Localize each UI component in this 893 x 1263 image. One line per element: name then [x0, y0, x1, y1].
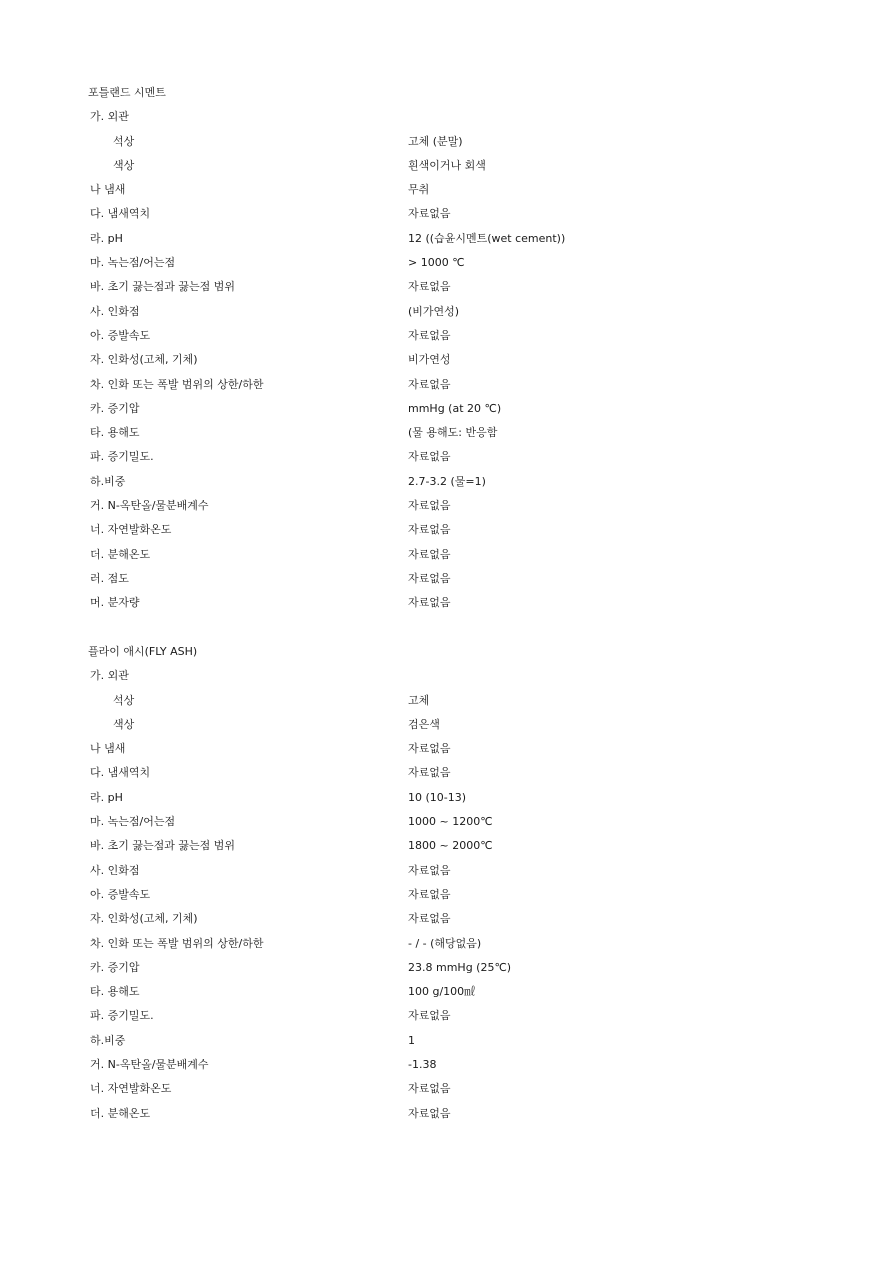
property-value: (비가연성) [408, 304, 460, 318]
property-row [88, 980, 848, 1004]
property-value: 1800 ~ 2000℃ [408, 839, 493, 853]
property-row [88, 178, 848, 202]
property-label: 자. 인화성(고체, 기체) [90, 353, 198, 367]
property-value: 자료없음 [408, 766, 451, 780]
property-value: 자료없음 [408, 547, 451, 561]
property-label: 바. 초기 끓는점과 끓는점 범위 [90, 280, 235, 294]
property-label: 바. 초기 끓는점과 끓는점 범위 [90, 839, 235, 853]
section-title: 포틀랜드 시멘트 [88, 86, 166, 99]
property-value: 2.7-3.2 (물=1) [408, 474, 486, 488]
property-value: 자료없음 [408, 571, 451, 585]
property-row [88, 786, 848, 810]
property-value: 자료없음 [408, 1009, 451, 1023]
property-row [88, 1053, 848, 1077]
property-value: 자료없음 [408, 328, 451, 342]
property-row [88, 227, 848, 251]
property-label: 하.비중 [90, 1033, 126, 1047]
property-row [88, 834, 848, 858]
property-value: 23.8 mmHg (25℃) [408, 960, 512, 974]
property-value: (물 용해도: 반응함 [408, 426, 498, 440]
property-label: 사. 인화점 [90, 304, 140, 318]
property-value: 10 (10-13) [408, 790, 467, 804]
property-label: 색상 [113, 158, 135, 172]
property-row [88, 1077, 848, 1101]
property-value: 1 [408, 1033, 415, 1047]
property-value: 자료없음 [408, 523, 451, 537]
property-label: 타. 용해도 [90, 985, 140, 999]
property-label: 러. 점도 [90, 571, 129, 585]
property-value: 자료없음 [408, 742, 451, 756]
property-label: 차. 인화 또는 폭발 범위의 상한/하한 [90, 377, 264, 391]
property-value: 100 g/100㎖ [408, 985, 476, 999]
property-value: 자료없음 [408, 280, 451, 294]
property-value: mmHg (at 20 ℃) [408, 401, 502, 415]
property-label: 너. 자연발화온도 [90, 523, 172, 537]
property-value: 고체 (분말) [408, 134, 463, 148]
property-row [88, 1102, 848, 1126]
property-label: 하.비중 [90, 474, 126, 488]
property-row [88, 664, 848, 688]
property-value: 자료없음 [408, 499, 451, 513]
property-value: 1000 ~ 1200℃ [408, 815, 493, 829]
property-value: 무취 [408, 183, 430, 197]
property-row [88, 300, 848, 324]
property-label: 파. 증기밀도. [90, 1009, 154, 1023]
property-value: 자료없음 [408, 887, 451, 901]
property-row [88, 470, 848, 494]
property-row [88, 907, 848, 931]
property-label: 라. pH [90, 231, 123, 245]
property-label: 머. 분자량 [90, 596, 140, 610]
property-row [88, 859, 848, 883]
property-row [88, 397, 848, 421]
property-value: 비가연성 [408, 353, 451, 367]
property-value: 자료없음 [408, 863, 451, 877]
property-label: 석상 [113, 693, 135, 707]
property-value: 흰색이거나 회색 [408, 158, 486, 172]
property-row [88, 1004, 848, 1028]
property-row [88, 713, 848, 737]
property-label: 가. 외관 [90, 110, 129, 124]
property-value: -1.38 [408, 1058, 437, 1072]
property-label: 나 냄새 [90, 183, 126, 197]
property-row [88, 348, 848, 372]
property-label: 더. 분해온도 [90, 1106, 151, 1120]
property-label: 아. 증발속도 [90, 328, 151, 342]
property-label: 자. 인화성(고체, 기체) [90, 912, 198, 926]
property-row [88, 543, 848, 567]
property-row [88, 445, 848, 469]
property-label: 가. 외관 [90, 669, 129, 683]
section-fly-ash [88, 640, 848, 1126]
property-value: > 1000 ℃ [408, 256, 465, 270]
property-value: - / - (해당없음) [408, 936, 482, 950]
property-row [88, 689, 848, 713]
property-label: 다. 냄새역치 [90, 766, 151, 780]
property-row [88, 130, 848, 154]
property-row [88, 1029, 848, 1053]
property-row [88, 883, 848, 907]
property-row [88, 154, 848, 178]
property-value: 자료없음 [408, 596, 451, 610]
property-value: 12 ((습윤시멘트(wet cement)) [408, 231, 566, 245]
section-title: 플라이 애시(FLY ASH) [88, 645, 198, 658]
property-row [88, 494, 848, 518]
property-label: 카. 증기압 [90, 960, 140, 974]
property-label: 차. 인화 또는 폭발 범위의 상한/하한 [90, 936, 264, 950]
property-value: 검은색 [408, 717, 440, 731]
property-label: 파. 증기밀도. [90, 450, 154, 464]
property-row [88, 324, 848, 348]
section-portland-cement [88, 81, 848, 616]
property-row [88, 275, 848, 299]
property-label: 색상 [113, 717, 135, 731]
property-row [88, 567, 848, 591]
property-row [88, 810, 848, 834]
property-row [88, 421, 848, 445]
property-value: 자료없음 [408, 1082, 451, 1096]
property-row [88, 956, 848, 980]
property-label: 타. 용해도 [90, 426, 140, 440]
property-row [88, 518, 848, 542]
property-label: 라. pH [90, 790, 123, 804]
property-label: 석상 [113, 134, 135, 148]
property-label: 더. 분해온도 [90, 547, 151, 561]
property-label: 거. N-옥탄올/물분배계수 [90, 1058, 209, 1072]
property-label: 사. 인화점 [90, 863, 140, 877]
property-label: 너. 자연발화온도 [90, 1082, 172, 1096]
property-row [88, 737, 848, 761]
property-label: 다. 냄새역치 [90, 207, 151, 221]
property-label: 아. 증발속도 [90, 887, 151, 901]
property-value: 자료없음 [408, 1106, 451, 1120]
property-row [88, 373, 848, 397]
property-row [88, 761, 848, 785]
property-label: 카. 증기압 [90, 401, 140, 415]
property-row [88, 591, 848, 615]
property-value: 자료없음 [408, 450, 451, 464]
property-label: 나 냄새 [90, 742, 126, 756]
property-row [88, 251, 848, 275]
property-label: 거. N-옥탄올/물분배계수 [90, 499, 209, 513]
property-value: 자료없음 [408, 377, 451, 391]
property-value: 자료없음 [408, 912, 451, 926]
property-row [88, 932, 848, 956]
property-value: 자료없음 [408, 207, 451, 221]
property-label: 마. 녹는점/어는점 [90, 815, 176, 829]
property-value: 고체 [408, 693, 430, 707]
property-label: 마. 녹는점/어는점 [90, 256, 176, 270]
property-row [88, 105, 848, 129]
property-row [88, 202, 848, 226]
